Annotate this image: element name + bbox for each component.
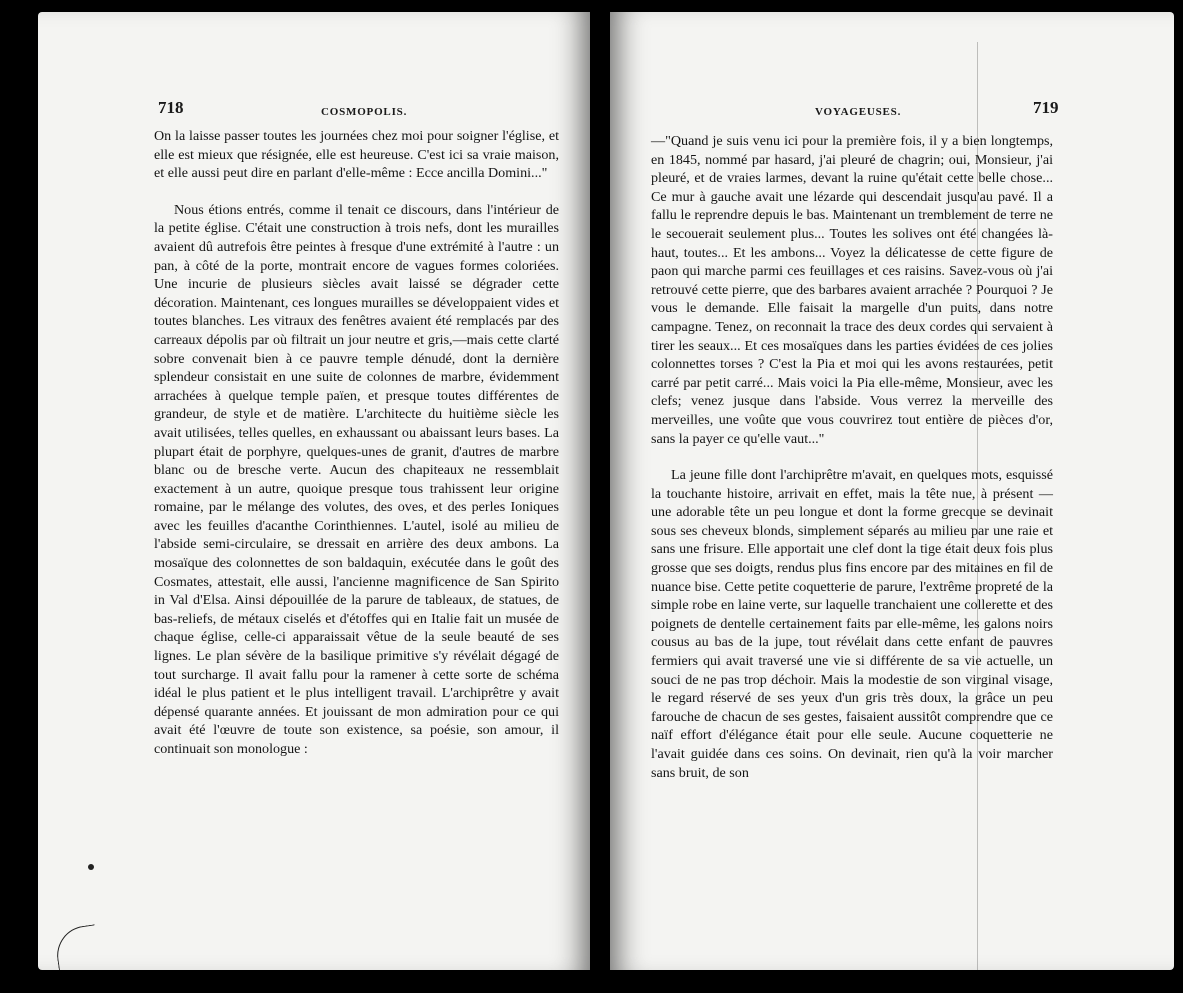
paragraph: La jeune fille dont l'archiprêtre m'avait, en quelques mots, esquissé la touchante histoire, arrivait en effet, mais la tête nue, à présent — une adorable tête un peu longue et dont la forme grecque se devinait sous ses cheveux blonds, simplement séparés au milieu par une raie et sans une frisure. Elle apportait une clef dont la tige était deux fois plus grosse que ses doigts, rendus plus fins encore par des mitaines en fil de nuance bise. Cette petite coquetterie de parure, l'extrême propreté de la simple robe en laine verte, sur laquelle tranchaient une collerette et des poignets de dentelle certainement faits par elle-même, les galons noirs cousus au bas de la jupe, tout révélait dans cette enfant de pauvres fermiers qui avait traversé une vie si différente de sa vie actuelle, un souci de ne pas trop déchoir. Mais la modestie de son virginal visage, le regard réservé de ses yeux d'un gris très doux, la grâce un peu farouche de chacun de ses gestes, faisaient aussitôt comprendre que ce naïf effort d'élégance était pour elle seule. Aucune coquetterie ne l'avait guidée dans ces soins. On devinait, rien qu'à la voir marcher sans bruit, de son bbox=[651, 467, 1053, 781]
page-scratch bbox=[53, 924, 100, 970]
vertical-scan-line bbox=[977, 42, 978, 970]
right-page-body bbox=[651, 132, 1053, 782]
book-gutter bbox=[590, 0, 610, 993]
page-number: 719 bbox=[1033, 98, 1059, 117]
left-page bbox=[38, 12, 590, 970]
paragraph: On la laisse passer toutes les journées chez moi pour soigner l'église, et elle est mieux que résignée, elle est heureuse. C'est ici sa vraie maison, et elle aussi peut dire en parlant d'elle-même : Ecce ancilla Domini..." bbox=[154, 128, 559, 182]
page-number: 718 bbox=[158, 98, 184, 117]
right-page bbox=[610, 12, 1174, 970]
running-head: VOYAGEUSES. bbox=[815, 106, 902, 118]
ink-speck bbox=[88, 864, 94, 870]
paragraph: —"Quand je suis venu ici pour la première fois, il y a bien longtemps, en 1845, nommé par hasard, j'ai pleuré de chagrin; oui, Monsieur, j'ai pleuré, et de vraies larmes, devant la ruine qu'était cette belle chose... Ce mur à gauche avait une lézarde qui descendait jusqu'au pavé. Il a fallu le reprendre depuis le bas. Maintenant un tremblement de terre ne le secouerait seulement plus... Toutes les solives ont été changées là-haut, toutes... Et les ambons... Voyez la délicatesse de cette figure de paon qui marche parmi ces feuillages et ces raisins. Savez-vous où j'ai retrouvé cette pierre, que des barbares avaient arrachée ? Pourquoi ? Je vous le demande. Elle faisait la margelle d'un puits, dans notre campagne. Tenez, on reconnait la trace des deux cordes qui servaient à tirer les seaux... Et ces mosaïques dans les parties évidées de ces jolies colonnettes torses ? C'est la Pia et moi qui les avons restaurées, petit carré par petit carré... Mais voici la Pia elle-même, Monsieur, avec les clefs; venez jusque dans l'abside. Vous verrez la merveille des merveilles, une voûte que vous couvrirez tout entière de pièces d'or, sans la payer ce qu'elle vaut..." bbox=[651, 133, 1053, 447]
left-page-body bbox=[154, 127, 559, 759]
left-page-header bbox=[158, 90, 558, 118]
right-page-header bbox=[640, 90, 1060, 118]
paragraph: Nous étions entrés, comme il tenait ce discours, dans l'intérieur de la petite église. C'était une construction à trois nefs, dont les murailles avaient dû autrefois être peintes à fresque d'une extrémité à l'autre : un pan, à côté de la porte, montrait encore de vagues formes coloriées. Une incurie de plusieurs siècles avait laissé se dégrader cette décoration. Maintenant, ces longues murailles se développaient vides et toutes blanches. Les vitraux des fenêtres avaient été remplacés par des carreaux dépolis par où filtrait un jour neutre et gris,—mais cette clarté sobre convenait bien à ce pauvre temple dénudé, dont la dernière splendeur consistait en une suite de colonnes de marbre, évidemment arrachées à quelque temple païen, et presque toutes différentes de grandeur, de style et de matière. L'architecte du huitième siècle les avait utilisées, telles quelles, en exhaussant ou abaissant leurs bases. La plupart était de porphyre, quelques-unes de granit, d'autres de marbre blanc ou de bresche verte. Aucun des chapiteaux ne ressemblait exactement à un autre, quoique presque tous trahissent leur origine romaine, par le mélange des volutes, des oves, et des perles Ioniques avec les feuilles d'acanthe Corinthiennes. L'autel, isolé au milieu de l'abside semi-circulaire, se dressait en arrière des deux ambons. La mosaïque des colonnettes de son baldaquin, exécutée dans le goût des Cosmates, attestait, elle aussi, l'ancienne magnificence de San Spirito in Val d'Elsa. Ainsi dépouillée de la parure de tableaux, de statues, de bas-reliefs, de métaux ciselés et d'étoffes qui en Italie fait un musée de chaque église, celle-ci apparaissait vêtue de la seule beauté de ses lignes. Le plan sévère de la basilique primitive s'y révélait dégagé de tout surcharge. Il avait fallu pour la ramener à cette sorte de schéma idéal le plus patient et le plus intelligent travail. L'archiprêtre y avait dépensé quarante années. Et jouissant de mon admiration pour ce qui avait été l'œuvre de toute son existence, sa poésie, son amour, il continuait son monologue : bbox=[154, 201, 559, 757]
running-head: COSMOPOLIS. bbox=[321, 106, 408, 118]
